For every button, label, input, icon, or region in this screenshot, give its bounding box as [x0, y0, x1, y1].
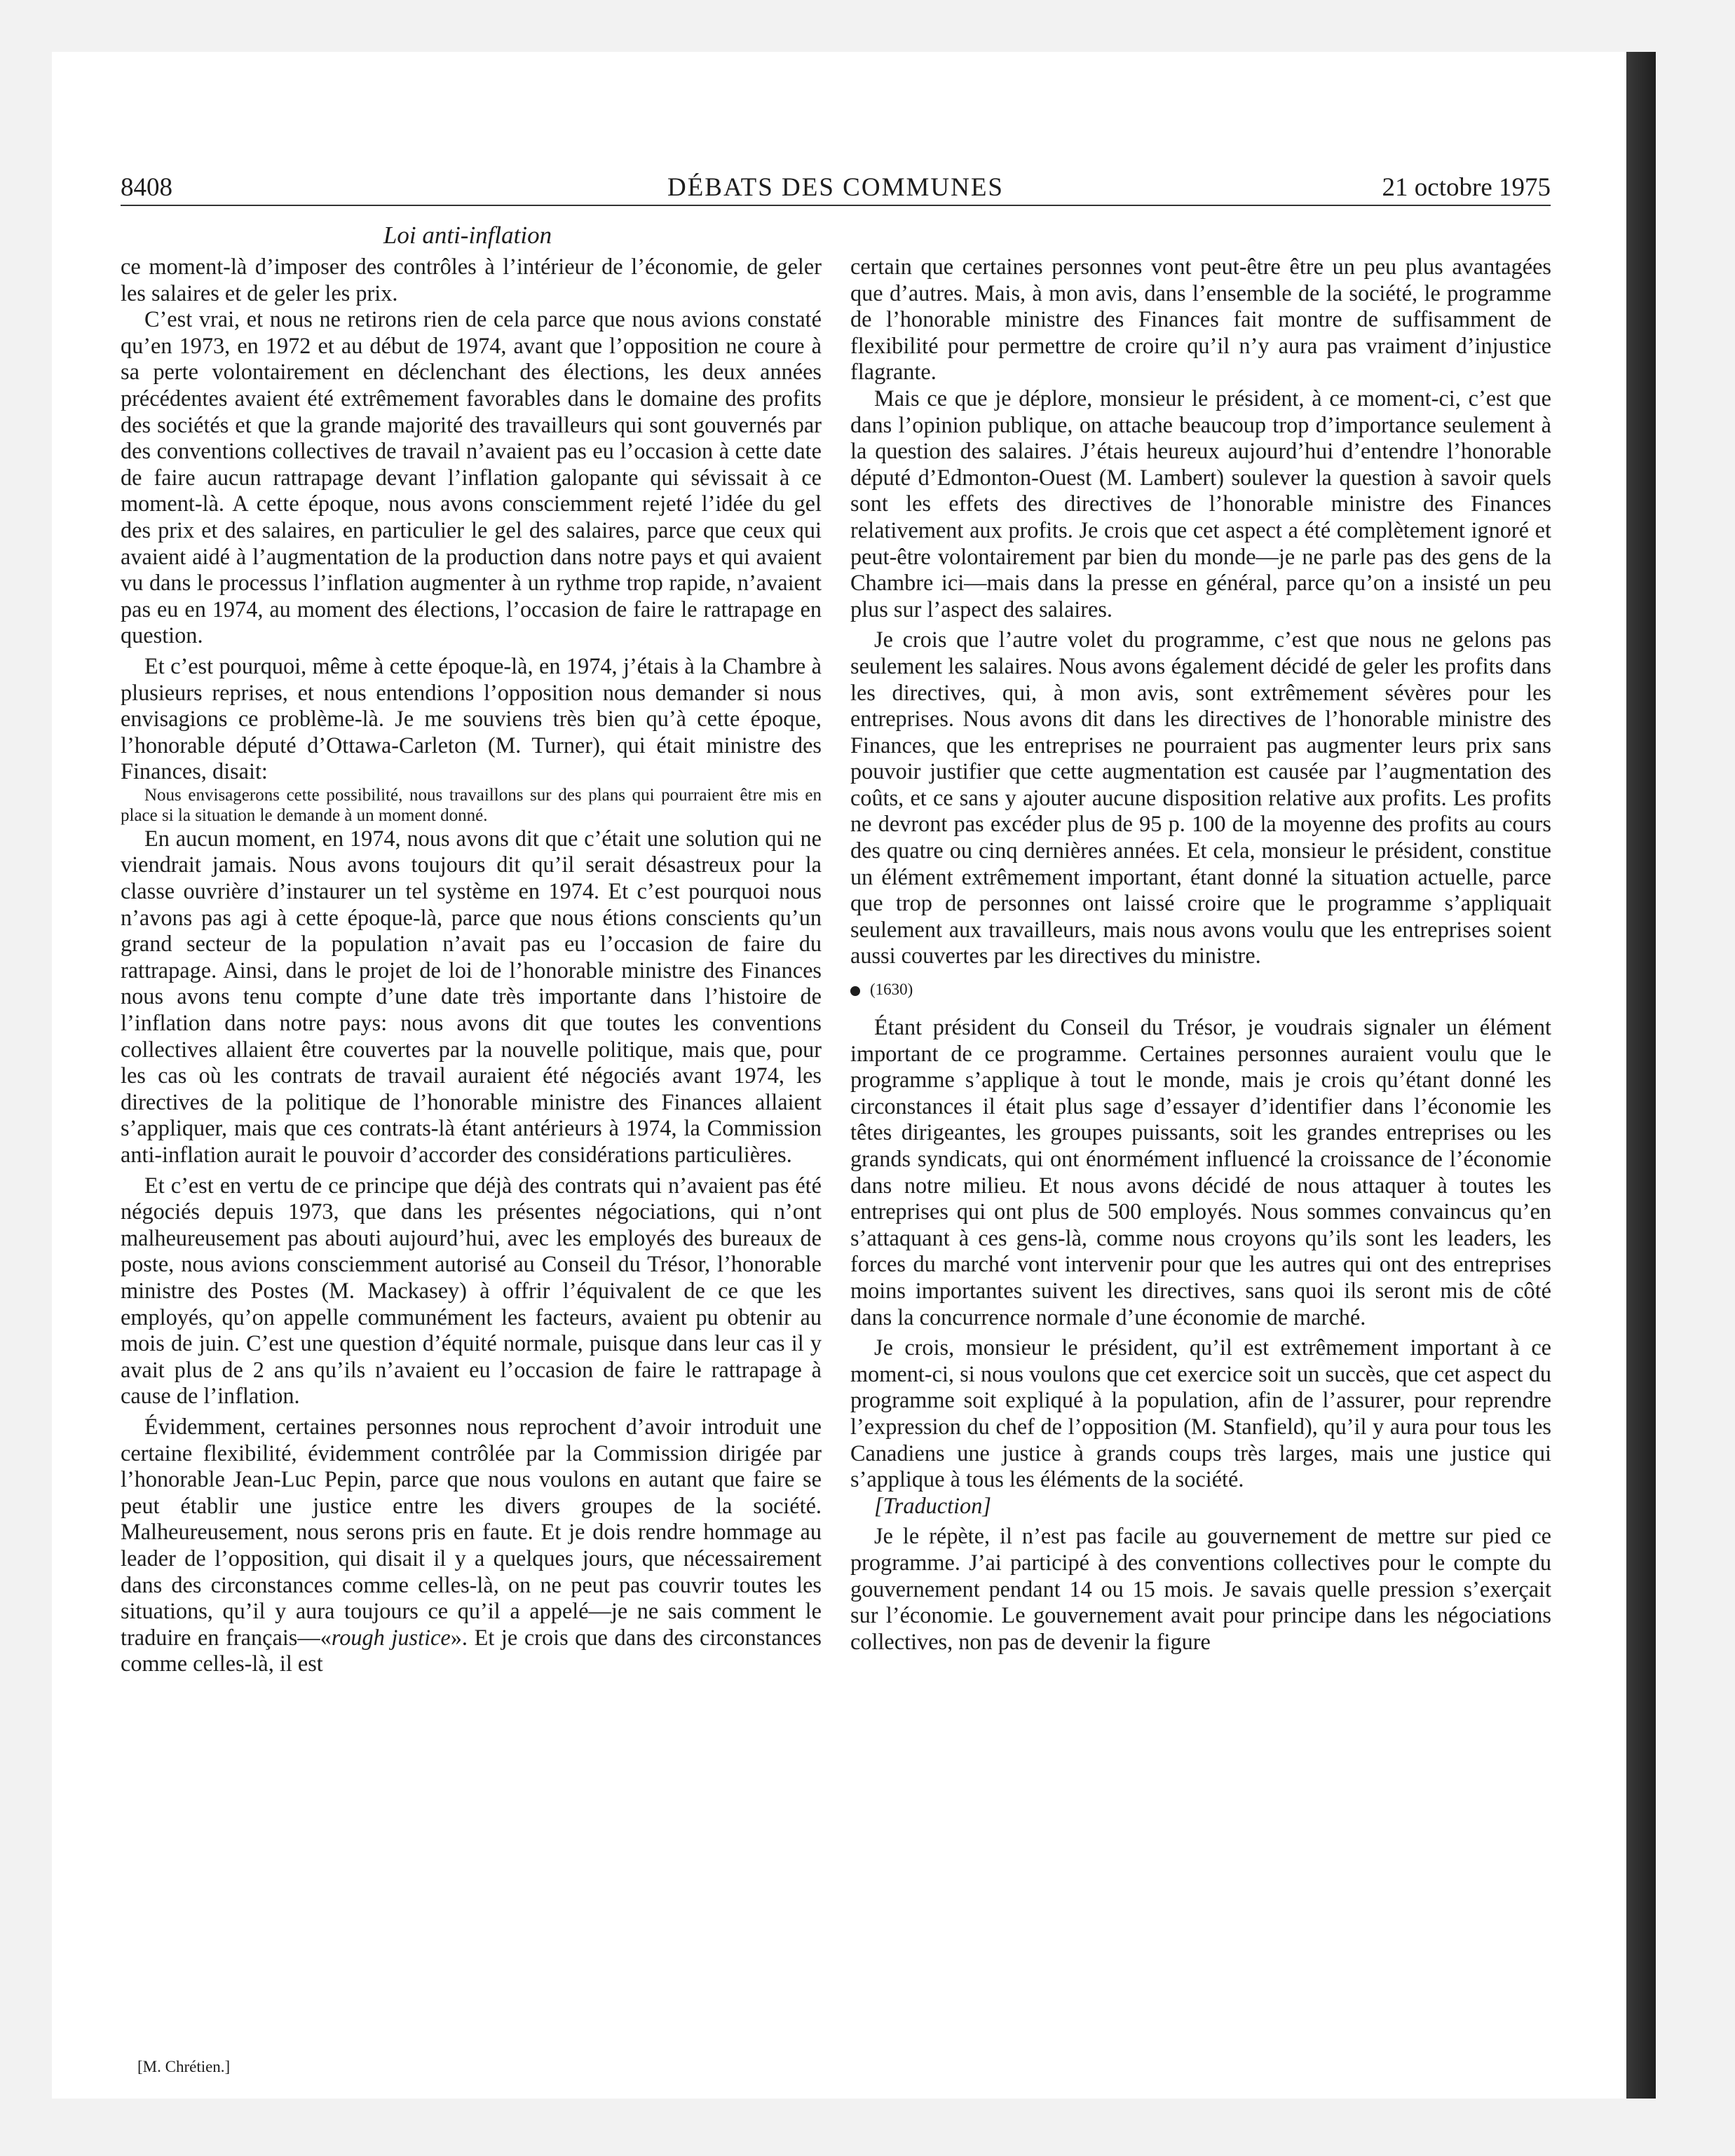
paragraph: C’est vrai, et nous ne retirons rien de cela parce que nous avions constaté qu’en 1973, en 1972 et au début de 1974, avant que l’opposition ne coure à sa perte volontairement en déclenchant des élections, les deux années précédentes avaient été extrêmement favorables dans le domaine des profits des sociétés et que la grande majorité des travailleurs qui sont gouvernés par des conventions collectives de travail n’avaient pas eu l’occasion à cette date de faire aucun rattrapage devant l’inflation galopante qui sévissait à ce moment-là. A cette époque, nous avons consciemment rejeté l’idée du gel des prix et des salaires, en particulier le gel des salaires, parce que ceux qui avaient aidé à l’augmentation de la production dans notre pays et qui avaient vu dans le processus l’inflation augmenter à un rythme trop rapide, n’avaient pas eu en 1974, au moment des élections, l’occasion de faire le rattrapage en question.: [121, 306, 822, 648]
page-header: [121, 172, 1551, 206]
bullet-icon: [850, 986, 860, 996]
publication-title: DÉBATS DES COMMUNES: [667, 173, 1004, 202]
paragraph: [121, 1414, 822, 1677]
paragraph-text: ». Et je crois que dans des circonstances comme celles-là, il est: [121, 1624, 822, 1677]
translation-tag: [Traduction]: [874, 1492, 991, 1518]
running-title: Loi anti-inflation: [383, 221, 552, 249]
paragraph: Mais ce que je déplore, monsieur le président, à ce moment-ci, c’est que dans l’opinion publique, on attache beaucoup trop d’importance seulement à la question des salaires. J’étais heureux aujourd’hui d’entendre l’honorable député d’Edmonton-Ouest (M. Lambert) soulever la question à savoir quels sont les effets des directives de l’honorable ministre des Finances relativement aux profits. Je crois que cet aspect a été complètement ignoré et peut-être volontairement par bien du monde—je ne parle pas des gens de la Chambre ici—mais dans la presse en général, parce qu’on a insisté un peu plus sur l’aspect des salaires.: [850, 385, 1551, 622]
right-column: [850, 254, 1551, 1655]
italic-phrase: rough justice: [331, 1624, 451, 1650]
paragraph: Et c’est en vertu de ce principe que déjà des contrats qui n’avaient pas été négociés depuis 1973, que dans les présentes négociations, qui n’ont malheureusement pas abouti aujourd’hui, avec les employés des bureaux de poste, nous avions consciemment autorisé au Conseil du Trésor, l’honorable ministre des Postes (M. Mackasey) à offrir l’équivalent de ce que les employés, qu’on appelle communément les facteurs, avaient pu obtenir au mois de juin. C’est une question d’équité normale, puisque dans leur cas il y avait plus de 2 ans qu’ils n’avaient eu l’occasion de faire le rattrapage à cause de l’inflation.: [121, 1172, 822, 1409]
speaker-footer: [M. Chrétien.]: [137, 2058, 231, 2075]
paragraph: En aucun moment, en 1974, nous avons dit que c’était une solution qui ne viendrait jamais. Nous avons toujours dit qu’il serait désastreux pour la classe ouvrière d’instaurer un tel système en 1974. Et c’est pourquoi nous n’avons pas agi à cette époque-là, parce que nous étions conscients qu’un grand secteur de la population n’avait pas eu l’occasion de faire du rattrapage. Ainsi, dans le projet de loi de l’honorable ministre des Finances nous avons tenu compte d’une date très importante dans l’histoire de l’inflation dans notre pays: nous avons dit que toutes les conventions collectives allaient être couvertes par la nouvelle politique, mais que, pour les cas où les contrats de travail auraient été négociés avant 1974, les directives de la politique de l’honorable ministre des Finances allaient s’appliquer, mais que ces contrats-là étant antérieurs à 1974, la Commission anti-inflation aurait le pouvoir d’accorder des considérations particulières.: [121, 825, 822, 1167]
paragraph-text: Évidemment, certaines personnes nous reprochent d’avoir introduit une certaine flexibilité, évidemment contrôlée par la Commission dirigée par l’honorable Jean-Luc Pepin, parce que nous voulons en autant que faire se peut établir une justice entre les divers groupes de la société. Malheureusement, nous serons pris en faute. Et je dois rendre hommage au leader de l’opposition, qui disait il y a quelques jours, que nécessairement dans des circonstances comme celles-là, on ne peut pas couvrir toutes les situations, qu’il y aura toujours ce qu’il a appelé—je ne sais comment le traduire en français—«: [121, 1413, 822, 1650]
page-edge-shadow: [1626, 52, 1656, 2099]
publication-date: 21 octobre 1975: [1382, 173, 1551, 202]
paragraph: Je crois, monsieur le président, qu’il est extrêmement important à ce moment-ci, si nous voulons que cet exercice soit un succès, que cet aspect du programme soit expliqué à la population, afin de l’assurer, pour reprendre l’expression du chef de l’opposition (M. Stanfield), qu’il y aura pour tous les Canadiens une justice à grands coups très larges, mais une justice qui s’applique à tous les éléments de la société.: [850, 1335, 1551, 1492]
time-marker-label: (1630): [870, 981, 913, 999]
header-rule: [121, 205, 1551, 206]
time-marker: [850, 979, 1551, 1000]
page-number: 8408: [121, 173, 172, 202]
paragraph: Et c’est pourquoi, même à cette époque-là, en 1974, j’étais à la Chambre à plusieurs reprises, et nous entendions l’opposition nous demander si nous envisagions ce problème-là. Je me souviens très bien qu’à cette époque, l’honorable député d’Ottawa-Carleton (M. Turner), qui était ministre des Finances, disait:: [121, 653, 822, 784]
paragraph: ce moment-là d’imposer des contrôles à l’intérieur de l’économie, de geler les salaires et de geler les prix.: [121, 254, 822, 306]
paragraph: Je crois que l’autre volet du programme, c’est que nous ne gelons pas seulement les salaires. Nous avons également décidé de geler les profits dans les directives, qui, à mon avis, sont extrêmement sévères pour les entreprises. Nous avons dit dans les directives de l’honorable ministre des Finances, que les entreprises ne pourraient pas augmenter leurs prix sans pouvoir justifier que cette augmentation est causée par l’augmentation des coûts, et ce sans y ajouter aucune disposition relative aux profits. Les profits ne devront pas excéder plus de 95 p. 100 de la moyenne des profits au cours des quatre ou cinq dernières années. Et cela, monsieur le président, constitue un élément extrêmement important, étant donné la situation actuelle, parce que trop de personnes ont laissé croire que le programme s’appliquait seulement aux travailleurs, mais nous avons voulu que les entreprises soient aussi couvertes par les directives du ministre.: [850, 627, 1551, 969]
left-column: [121, 254, 822, 1677]
paragraph: Étant président du Conseil du Trésor, je voudrais signaler un élément important de ce programme. Certaines personnes auraient voulu que le programme s’applique à tout le monde, mais je crois qu’étant donné les circonstances il était plus sage d’essayer d’identifier dans l’économie les têtes dirigeantes, les groupes puissants, soit les grandes entreprises ou les grands syndicats, qui ont énormément influencé la croissance de l’économie dans notre milieu. Et nous avons décidé de nous attaquer à toutes les entreprises qui ont plus de 500 employés. Nous sommes convaincus qu’en s’attaquant à ces gens-là, comme nous croyons qu’ils sont les leaders, les forces du marché vont intervenir pour que les autres qui ont des entreprises moins importantes suivent les directives, sans quoi ils seront mis de côté dans la concurrence normale d’une économie de marché.: [850, 1014, 1551, 1330]
block-quote: Nous envisagerons cette possibilité, nous travaillons sur des plans qui pourraient être mis en place si la situation le demande à un moment donné.: [121, 785, 822, 825]
paragraph: certain que certaines personnes vont peut-être être un peu plus avantagées que d’autres. Mais, à mon avis, dans l’ensemble de la société, le programme de l’honorable ministre des Finances fait montre de suffisamment de flexibilité pour permettre de croire qu’il n’y aura pas vraiment d’injustice flagrante.: [850, 254, 1551, 385]
paragraph: Je le répète, il n’est pas facile au gouvernement de mettre sur pied ce programme. J’ai participé à des conventions collectives pour le compte du gouvernement pendant 14 ou 15 mois. Je savais quelle pression s’exerçait sur l’économie. Le gouvernement avait pour principe dans les négociations collectives, non pas de devenir la figure: [850, 1523, 1551, 1654]
